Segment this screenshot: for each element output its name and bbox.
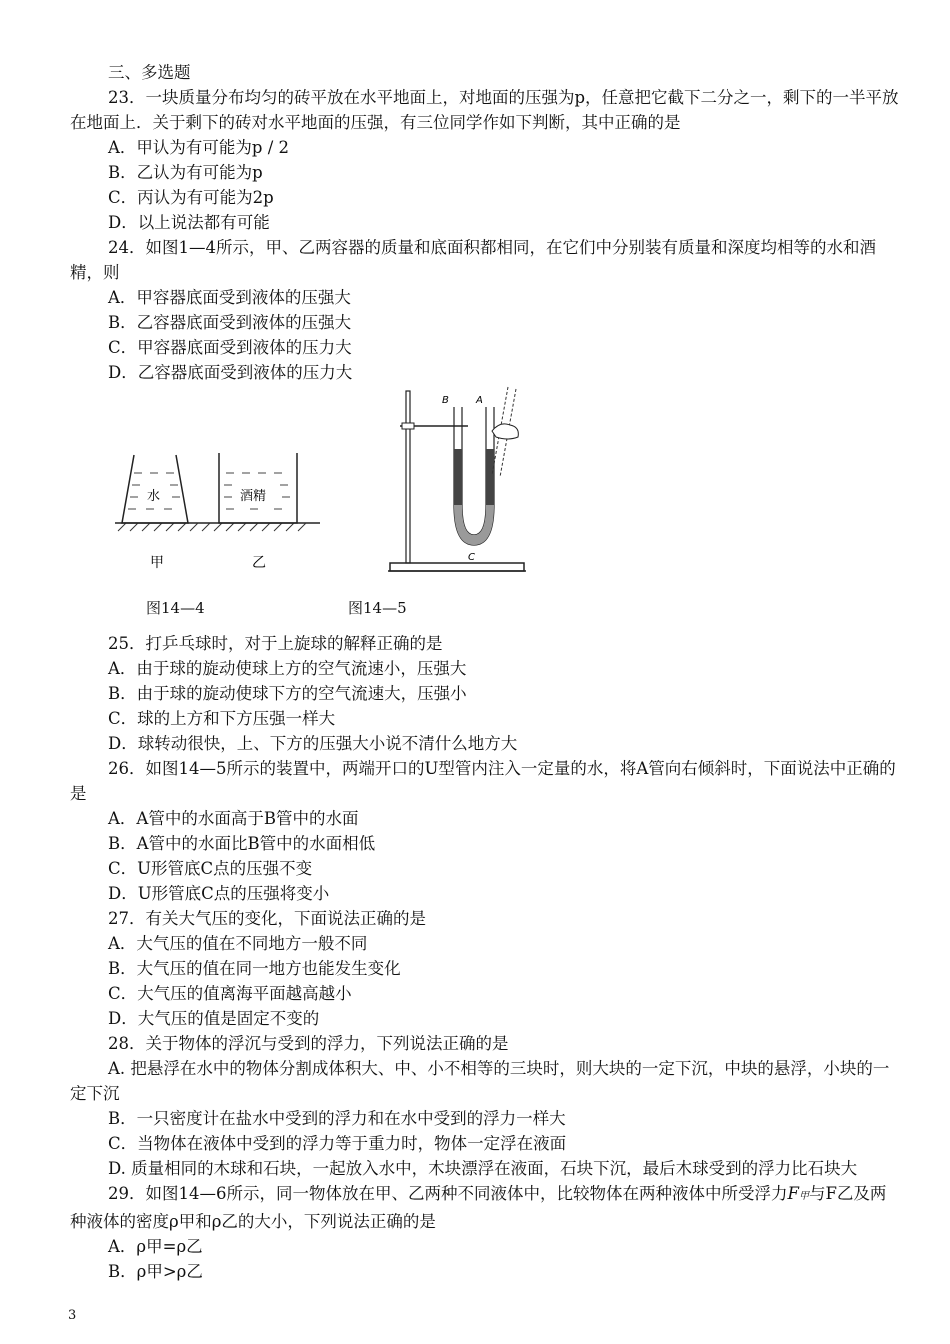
- alcohol-label: 酒精: [240, 489, 267, 504]
- point-c-label: C: [468, 552, 475, 563]
- question-29-option-b: B．ρ甲>ρ乙: [108, 1262, 203, 1281]
- question-24-stem: 24．如图1—4所示，甲、乙两容器的质量和底面积都相同，在它们中分别装有质量和深度均相等的水和酒精，则: [70, 238, 876, 282]
- water-label: 水: [147, 489, 161, 504]
- section-title: 三、多选题: [108, 63, 191, 82]
- question-29-option-a: A．ρ甲=ρ乙: [108, 1237, 203, 1256]
- question-26-option-b: B．A管中的水面比B管中的水面相低: [108, 834, 376, 853]
- tube-a-label: A: [476, 395, 483, 406]
- question-27-option-c: C．大气压的值离海平面越高越小: [108, 984, 352, 1003]
- figures-row: [70, 385, 900, 617]
- question-24-option-c: C．甲容器底面受到液体的压力大: [108, 338, 352, 357]
- question-28-option-c: C．当物体在液体中受到的浮力等于重力时，物体一定浮在液面: [108, 1134, 567, 1153]
- question-24-option-b: B．乙容器底面受到液体的压强大: [108, 313, 352, 332]
- question-29-force-subscript: 甲: [798, 1191, 809, 1202]
- container-jia-label: 甲: [150, 555, 164, 571]
- question-28-stem: 28．关于物体的浮沉与受到的浮力，下列说法正确的是: [108, 1034, 509, 1053]
- question-26-stem: 26．如图14—5所示的装置中，两端开口的U型管内注入一定量的水，将A管向右倾斜时，下面说法中正确的是: [70, 759, 896, 803]
- question-29-force-symbol: F: [787, 1184, 799, 1203]
- tube-b-label: B: [442, 395, 449, 406]
- question-24-option-d: D．乙容器底面受到液体的压力大: [108, 363, 353, 382]
- question-26-option-c: C．U形管底C点的压强不变: [108, 859, 313, 878]
- question-28-option-d: D. 质量相同的木球和石块，一起放入水中，木块漂浮在液面，石块下沉，最后木球受到的浮力比石块大: [108, 1159, 858, 1178]
- question-23-option-d: D．以上说法都有可能: [108, 213, 270, 232]
- question-25-stem: 25．打乒乓球时，对于上旋球的解释正确的是: [108, 634, 443, 653]
- question-25-option-c: C．球的上方和下方压强一样大: [108, 709, 336, 728]
- figure-14-4-containers: [110, 385, 330, 585]
- question-26-option-d: D．U形管底C点的压强将变小: [108, 884, 330, 903]
- question-27-stem: 27．有关大气压的变化，下面说法正确的是: [108, 909, 426, 928]
- question-25-option-b: B．由于球的旋动使球下方的空气流速大，压强小: [108, 684, 467, 703]
- question-27-option-b: B．大气压的值在同一地方也能发生变化: [108, 959, 401, 978]
- question-29-stem: [70, 1181, 900, 1234]
- question-27-option-a: A．大气压的值在不同地方一般不同: [108, 934, 368, 953]
- figure-14-4-caption: 图14—4: [146, 599, 205, 617]
- question-23-option-b: B．乙认为有可能为p: [108, 163, 263, 182]
- container-yi-label: 乙: [252, 555, 266, 571]
- question-28-option-a: A. 把悬浮在水中的物体分割成体积大、中、小不相等的三块时，则大块的一定下沉，中块的悬浮，小块的一定下沉: [70, 1059, 890, 1103]
- question-25-option-d: D．球转动很快，上、下方的压强大小说不清什么地方大: [108, 734, 518, 753]
- question-25-option-a: A．由于球的旋动使球上方的空气流速小，压强大: [108, 659, 467, 678]
- figure-14-5-caption: 图14—5: [348, 599, 407, 617]
- question-23-option-a: A．甲认为有可能为p / 2: [108, 138, 290, 157]
- question-27-option-d: D．大气压的值是固定不变的: [108, 1009, 320, 1028]
- question-28-option-b: B．一只密度计在盐水中受到的浮力和在水中受到的浮力一样大: [108, 1109, 566, 1128]
- page-number: 3: [68, 1308, 77, 1323]
- question-24-option-a: A．甲容器底面受到液体的压强大: [108, 288, 351, 307]
- question-23-stem: 23．一块质量分布均匀的砖平放在水平地面上，对地面的压强为p，任意把它截下二分之一，剩下的一半平放在地面上．关于剩下的砖对水平地面的压强，有三位同学作如下判断，其中正确的是: [70, 88, 899, 132]
- question-29-stem-part1: 29．如图14—6所示，同一物体放在甲、乙两种不同液体中，比较物体在两种液体中所受浮力: [108, 1184, 788, 1203]
- exam-page: [70, 60, 900, 1284]
- question-29-stem-part2: 与F乙及两种液体的密度ρ甲和ρ乙的大小，下列说法正确的是: [70, 1184, 887, 1231]
- figure-14-5-u-tube: [388, 385, 548, 585]
- question-26-option-a: A．A管中的水面高于B管中的水面: [108, 809, 359, 828]
- question-23-option-c: C．丙认为有可能为2p: [108, 188, 274, 207]
